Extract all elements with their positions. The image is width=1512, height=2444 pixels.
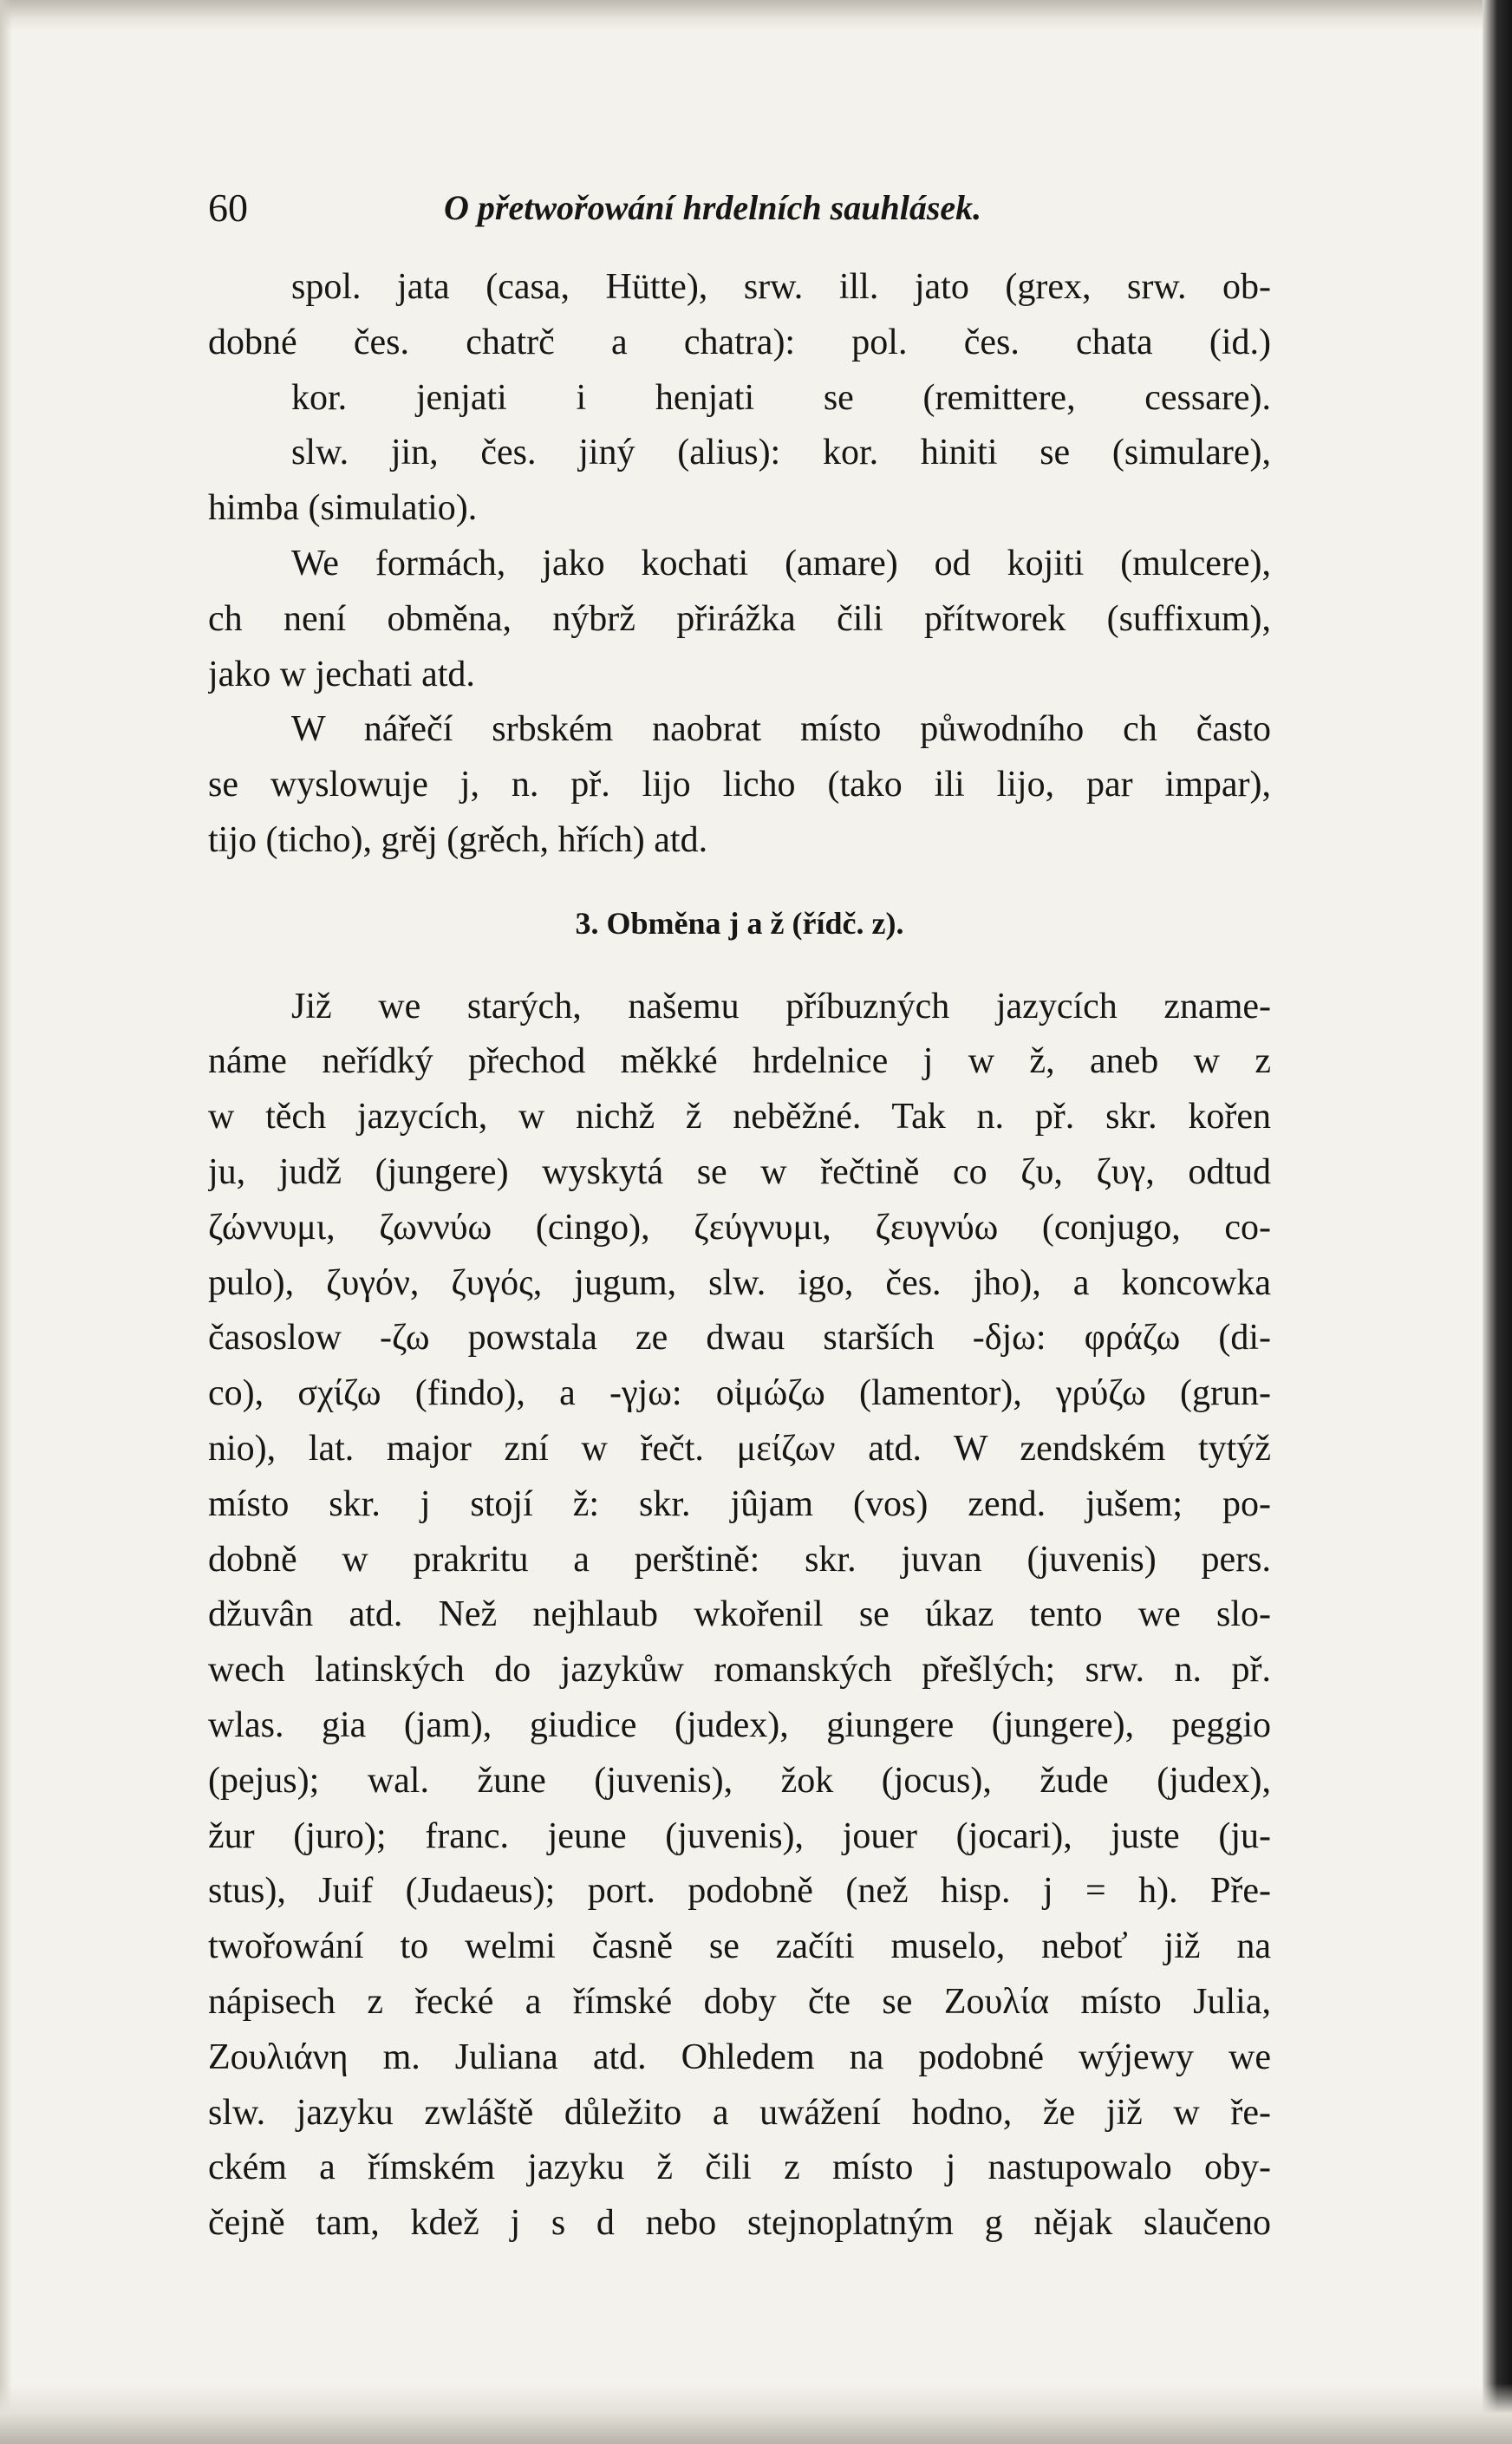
- text-line: časoslow -ζω powstala ze dwau starších -δjω: φράζω (di-: [208, 1318, 1271, 1359]
- section-gap: [208, 952, 1271, 980]
- text-line: w těch jazycích, w nichž ž neběžné. Tak n. př. skr. kořen: [208, 1097, 1271, 1137]
- text-line: náme neřídký přechod měkké hrdelnice j w ž, aneb w z: [208, 1041, 1271, 1082]
- page-number: 60: [208, 186, 248, 230]
- text-line: nio), lat. major zní w řečt. μείζων atd. W zendském tytýž: [208, 1428, 1271, 1469]
- text-line: wlas. gia (jam), giudice (judex), giungere (jungere), peggio: [208, 1704, 1271, 1745]
- body-text: [208, 260, 1271, 2252]
- text-line: Již we starých, našemu příbuzných jazycích zname-: [291, 986, 1271, 1026]
- section-heading: 3. Obměna j a ž (řídč. z).: [575, 905, 904, 941]
- text-line: himba (simulatio).: [208, 488, 478, 529]
- text-line: dobně w prakritu a perštině: skr. juvan (juvenis) pers.: [208, 1539, 1271, 1580]
- text-line: ch není obměna, nýbrž přirážka čili přítworek (suffixum),: [208, 598, 1271, 639]
- text-line: pulo), ζυγόν, ζυγός, jugum, slw. igo, čes. jho), a koncowka: [208, 1262, 1271, 1303]
- text-line: slw. jazyku zwláště důležito a uwážení hodno, že již w ře-: [208, 2092, 1271, 2133]
- text-line: kor. jenjati i henjati se (remittere, cessare).: [291, 377, 1271, 418]
- section-gap: [208, 869, 1271, 896]
- running-title: O přetwořowání hrdelních sauhlásek.: [444, 188, 982, 227]
- text-line: W nářečí srbském naobrat místo půwodního ch často: [291, 709, 1271, 750]
- text-line: tijo (ticho), grěj (grěch, hřích) atd.: [208, 819, 708, 860]
- text-line: stus), Juif (Judaeus); port. podobně (než hisp. j = h). Pře-: [208, 1871, 1271, 1912]
- text-line: se wyslowuje j, n. př. lijo licho (tako ili lijo, par impar),: [208, 765, 1271, 805]
- text-line: We formách, jako kochati (amare) od kojiti (mulcere),: [291, 543, 1271, 583]
- text-line: ckém a římském jazyku ž čili z místo j nastupowalo oby-: [208, 2147, 1271, 2188]
- text-line: Ζουλιάνη m. Juliana atd. Ohledem na podobné wýjewy we: [208, 2037, 1271, 2077]
- text-line: (pejus); wal. žune (juvenis), žok (jocus), žude (judex),: [208, 1760, 1271, 1801]
- text-line: ζώννυμι, ζωννύω (cingo), ζεύγνυμι, ζευγνύω (conjugo, co-: [208, 1207, 1271, 1248]
- scan-edge-top: [0, 0, 1512, 31]
- scan-edge-left: [0, 0, 12, 2444]
- text-line: co), σχίζω (findo), a -γjω: οἰμώζω (lamentor), γρύζω (grun-: [208, 1373, 1271, 1414]
- text-line: nápisech z řecké a římské doby čte se Ζουλία místo Julia,: [208, 1981, 1271, 2022]
- text-line: slw. jin, čes. jiný (alius): kor. hiniti se (simulare),: [291, 433, 1271, 473]
- scan-edge-right: [1483, 0, 1512, 2444]
- text-line: twořowání to welmi časně se začíti muselo, neboť již na: [208, 1926, 1271, 1967]
- text-line: místo skr. j stojí ž: skr. jûjam (vos) zend. jušem; po-: [208, 1483, 1271, 1524]
- scan-edge-bottom: [0, 2383, 1512, 2444]
- text-line: žur (juro); franc. jeune (juvenis), jouer (jocari), juste (ju-: [208, 1815, 1271, 1856]
- text-line: wech latinských do jazykůw romanských přešlých; srw. n. př.: [208, 1650, 1271, 1691]
- text-line: spol. jata (casa, Hütte), srw. ill. jato (grex, srw. ob-: [291, 267, 1271, 307]
- text-line: jako w jechati atd.: [208, 654, 475, 694]
- text-line: ju, judž (jungere) wyskytá se w řečtině co ζυ, ζυγ, odtud: [208, 1151, 1271, 1192]
- text-line: dobné čes. chatrč a chatra): pol. čes. chata (id.): [208, 322, 1271, 362]
- text-line: džuvân atd. Než nejhlaub wkořenil se úkaz tento we slo-: [208, 1594, 1271, 1635]
- page-header: [208, 182, 1271, 234]
- text-line: čejně tam, kdež j s d nebo stejnoplatným g nějak slaučeno: [208, 2203, 1271, 2244]
